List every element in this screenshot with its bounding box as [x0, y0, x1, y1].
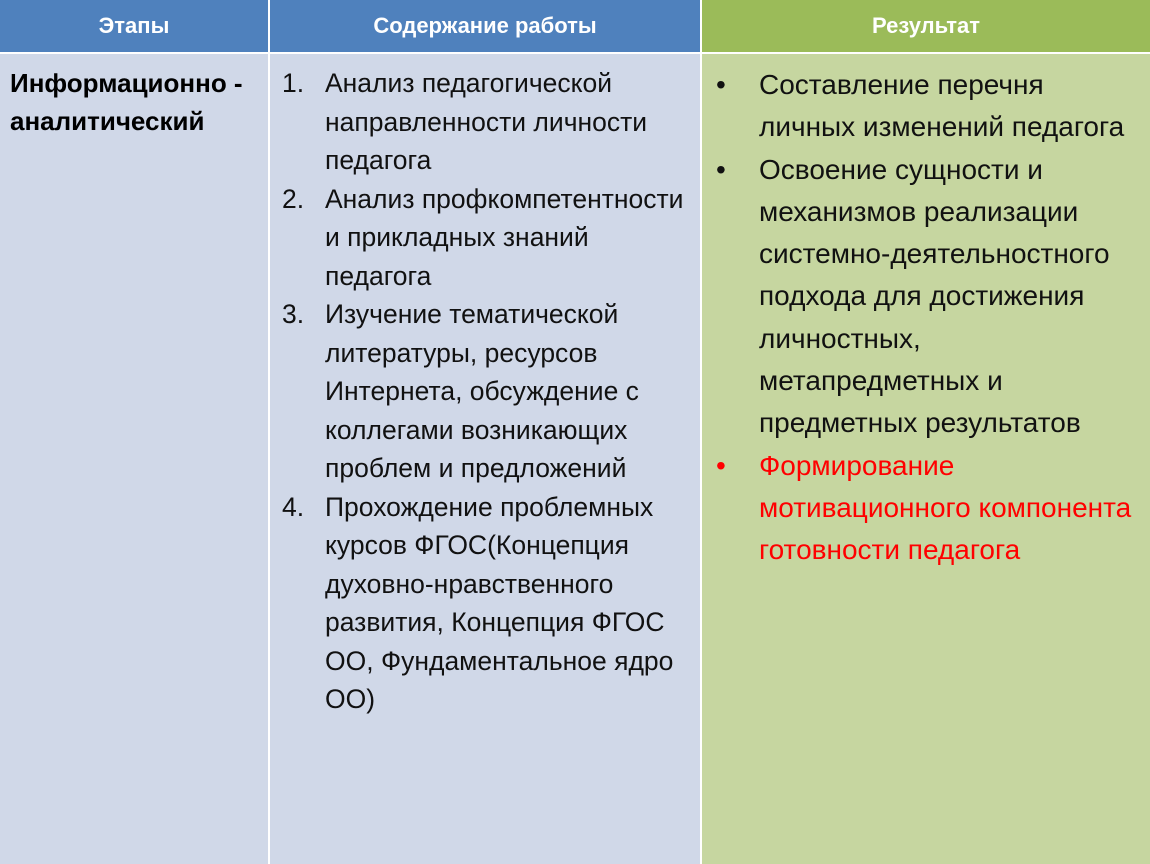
result-list [714, 64, 1144, 572]
result-item-text: Составление перечня личных изменений педагога [759, 69, 1125, 143]
work-item-number: 2. [282, 183, 305, 214]
work-item-text: Прохождение проблемных курсов ФГОС(Концепция духовно-нравственного развития, Концепция ФГОС ОО, Фундаментальное ядро ОО) [325, 491, 674, 714]
result-item [714, 64, 1144, 149]
work-item [280, 488, 690, 719]
result-item-text: Освоение сущности и механизмов реализации системно-деятельностного подхода для достижения личностных, метапредметных и предметных результатов [759, 153, 1110, 439]
header-result: Результат [700, 0, 1150, 52]
work-item-text: Изучение тематической литературы, ресурсов Интернета, обсуждение с коллегами возникающих проблем и предложений [325, 299, 639, 483]
work-item [280, 180, 690, 296]
result-item-highlighted [714, 445, 1144, 572]
work-item-text: Анализ педагогической направленности личности педагога [325, 68, 648, 175]
bullet-icon: • [716, 449, 726, 481]
work-item [280, 64, 690, 180]
header-stages: Этапы [0, 0, 268, 52]
bullet-icon: • [716, 153, 726, 185]
work-list [280, 64, 690, 719]
header-work-content: Содержание работы [268, 0, 700, 52]
result-item-text: Формирование мотивационного компонента готовности педагога [759, 449, 1132, 566]
work-item-text: Анализ профкомпетентности и прикладных знаний педагога [325, 183, 684, 291]
work-item-number: 1. [282, 68, 305, 98]
result-cell [700, 52, 1150, 864]
result-item [714, 149, 1144, 445]
stage-cell [0, 52, 268, 864]
work-item [280, 295, 690, 488]
work-content-cell [268, 52, 700, 864]
work-item-number: 4. [282, 491, 305, 522]
stage-name: Информационно - аналитический [10, 68, 243, 136]
bullet-icon: • [716, 69, 726, 100]
work-item-number: 3. [282, 299, 305, 329]
